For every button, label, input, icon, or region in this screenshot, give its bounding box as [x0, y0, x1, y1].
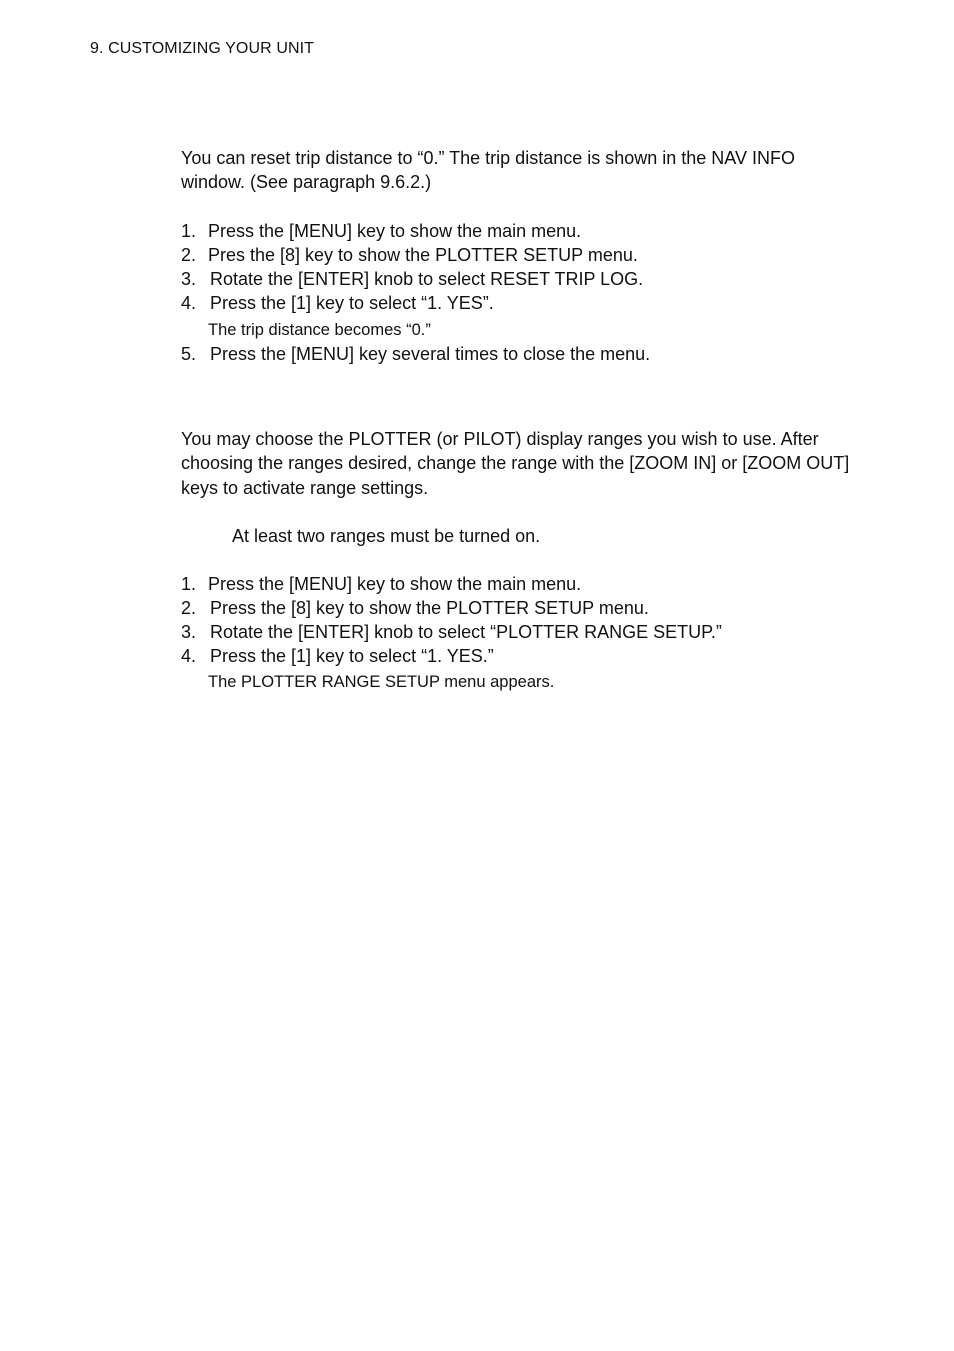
section2-step-4	[181, 644, 494, 668]
step-number: 3.	[181, 622, 197, 642]
section1-step-3	[181, 267, 644, 291]
section2-step-3	[181, 620, 722, 644]
step-text: Press the [MENU] key several times to close the menu.	[210, 344, 651, 364]
step-number: 1.	[181, 574, 197, 594]
section1-step4-result: The trip distance becomes “0.”	[208, 321, 431, 339]
section1-intro: You can reset trip distance to “0.” The trip distance is shown in the NAV INFO window. (See paragraph 9.6.2.)	[181, 148, 795, 193]
step-number: 4.	[181, 293, 197, 313]
step-number: 2.	[181, 598, 197, 618]
section1-step-2	[181, 243, 638, 267]
section1-step-1	[181, 219, 582, 243]
step-number: 1.	[181, 221, 197, 241]
section2-note: At least two ranges must be turned on.	[232, 526, 541, 546]
step-text: Press the [1] key to select “1. YES.”	[210, 646, 494, 666]
step-number: 3.	[181, 269, 197, 289]
section2-step-1	[181, 572, 582, 596]
step-text: Rotate the [ENTER] knob to select “PLOTTER RANGE SETUP.”	[210, 622, 722, 642]
step-number: 5.	[181, 344, 197, 364]
step-text: Press the [1] key to select “1. YES”.	[210, 293, 494, 313]
section2-step4-result: The PLOTTER RANGE SETUP menu appears.	[208, 673, 555, 691]
page-header: 9. CUSTOMIZING YOUR UNIT	[90, 40, 315, 57]
section1-step-4	[181, 291, 494, 315]
step-number: 2.	[181, 245, 197, 265]
section1-step-5	[181, 342, 651, 366]
step-text: Rotate the [ENTER] knob to select RESET TRIP LOG.	[210, 269, 644, 289]
step-text: Press the [MENU] key to show the main menu.	[208, 574, 582, 594]
step-text: Press the [8] key to show the PLOTTER SETUP menu.	[210, 598, 649, 618]
step-text: Press the [MENU] key to show the main menu.	[208, 221, 582, 241]
section2-intro: You may choose the PLOTTER (or PILOT) display ranges you wish to use. After choosing the ranges desired, change the range with the [ZOOM IN] or [ZOOM OUT] keys to activate range settings.	[181, 429, 850, 498]
section2-step-2	[181, 596, 649, 620]
step-number: 4.	[181, 646, 197, 666]
step-text: Pres the [8] key to show the PLOTTER SETUP menu.	[208, 245, 638, 265]
